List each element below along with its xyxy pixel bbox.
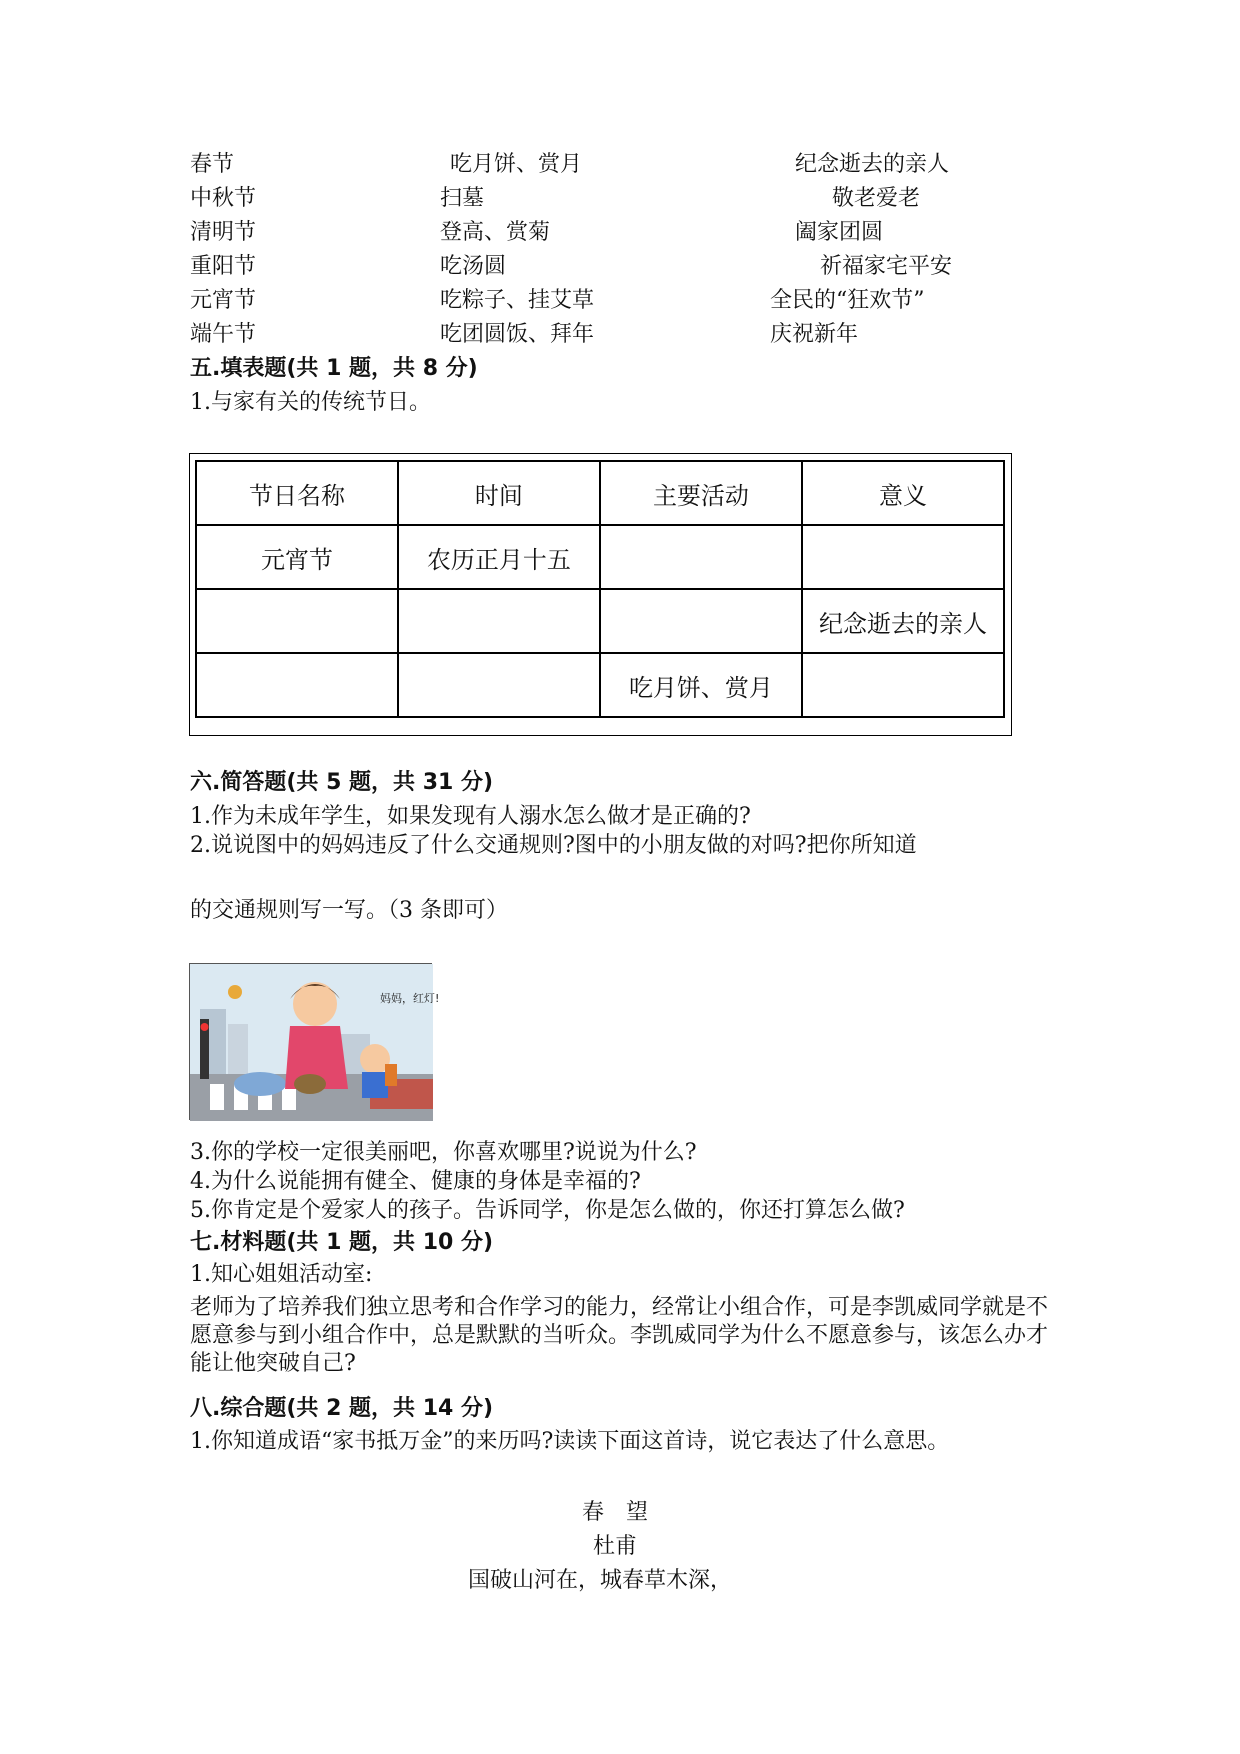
matching-row <box>0 286 1240 316</box>
festival-activity: 扫墓 <box>440 186 485 211</box>
question-text: 1.你知道成语“家书抵万金”的来历吗?读读下面这首诗，说它表达了什么意思。 <box>190 1429 950 1454</box>
cartoon-speech-text: 妈妈，红灯! <box>380 992 440 1005</box>
festival-activity: 吃汤圆 <box>440 254 507 279</box>
festival-activity: 登高、赏菊 <box>440 220 551 245</box>
section-heading: 八.综合题(共 2 题，共 14 分) <box>190 1396 494 1421</box>
material-paragraph: 老师为了培养我们独立思考和合作学习的能力，经常让小组合作，可是李凯威同学就是不愿意参与到小组合作中，总是默默的当听众。李凯威同学为什么不愿意参与，该怎么办才能让他突破自己? <box>190 1295 1049 1376</box>
traffic-cartoon-illustration <box>190 964 440 1121</box>
poem-title: 春 望 <box>581 1500 648 1525</box>
festival-table <box>195 460 1005 718</box>
matching-row <box>0 252 1240 282</box>
table-row <box>196 653 1004 717</box>
question-text: 1.作为未成年学生，如果发现有人溺水怎么做才是正确的? <box>190 804 751 829</box>
table-cell[interactable] <box>398 653 600 717</box>
section-heading: 五.填表题(共 1 题，共 8 分) <box>190 356 478 381</box>
poem-author: 杜甫 <box>592 1534 637 1559</box>
festival-name: 清明节 <box>190 220 257 245</box>
section-heading: 六.简答题(共 5 题，共 31 分) <box>190 770 494 795</box>
question-text: 5.你肯定是个爱家人的孩子。告诉同学，你是怎么做的，你还打算怎么做? <box>190 1198 905 1223</box>
table-header-cell: 时间 <box>398 461 600 525</box>
section-heading: 七.材料题(共 1 题，共 10 分) <box>190 1230 494 1255</box>
festival-name: 元宵节 <box>190 288 257 313</box>
festival-name: 中秋节 <box>190 186 257 211</box>
table-cell: 元宵节 <box>196 525 398 589</box>
poem-line: 国破山河在，城春草木深， <box>467 1568 732 1593</box>
question-text: 1.与家有关的传统节日。 <box>190 390 431 415</box>
table-cell: 吃月饼、赏月 <box>600 653 802 717</box>
matching-row <box>0 218 1240 248</box>
table-header-cell: 节日名称 <box>196 461 398 525</box>
question-text: 1.知心姐姐活动室: <box>190 1262 373 1287</box>
matching-row <box>0 184 1240 214</box>
table-cell[interactable] <box>802 653 1004 717</box>
table-header-cell: 主要活动 <box>600 461 802 525</box>
table-cell[interactable] <box>600 525 802 589</box>
table-row <box>196 525 1004 589</box>
table-header-row <box>196 461 1004 525</box>
festival-meaning: 祈福家宅平安 <box>820 254 953 279</box>
festival-table-frame <box>189 453 1012 736</box>
traffic-cartoon-image <box>189 963 440 1120</box>
question-text: 的交通规则写一写。（3 条即可） <box>190 898 508 923</box>
table-cell[interactable] <box>802 525 1004 589</box>
festival-meaning: 敬老爱老 <box>832 186 921 211</box>
matching-row <box>0 320 1240 350</box>
table-cell[interactable] <box>196 653 398 717</box>
table-header-cell: 意义 <box>802 461 1004 525</box>
matching-row <box>0 150 1240 180</box>
question-text: 3.你的学校一定很美丽吧，你喜欢哪里?说说为什么? <box>190 1140 697 1165</box>
question-text: 2.说说图中的妈妈违反了什么交通规则?图中的小朋友做的对吗?把你所知道 <box>190 833 917 858</box>
festival-name: 端午节 <box>190 322 257 347</box>
table-row <box>196 589 1004 653</box>
table-cell[interactable] <box>398 589 600 653</box>
question-text: 4.为什么说能拥有健全、健康的身体是幸福的? <box>190 1169 641 1194</box>
festival-name: 春节 <box>190 152 235 177</box>
festival-meaning: 全民的“狂欢节” <box>770 288 925 313</box>
festival-activity: 吃粽子、挂艾草 <box>440 288 595 313</box>
festival-name: 重阳节 <box>190 254 257 279</box>
festival-meaning: 纪念逝去的亲人 <box>795 152 950 177</box>
table-cell[interactable] <box>196 589 398 653</box>
festival-activity: 吃团圆饭、拜年 <box>440 322 595 347</box>
table-cell: 纪念逝去的亲人 <box>802 589 1004 653</box>
festival-meaning: 阖家团圆 <box>795 220 884 245</box>
festival-activity: 吃月饼、赏月 <box>450 152 583 177</box>
table-cell[interactable] <box>600 589 802 653</box>
table-cell: 农历正月十五 <box>398 525 600 589</box>
festival-meaning: 庆祝新年 <box>770 322 859 347</box>
